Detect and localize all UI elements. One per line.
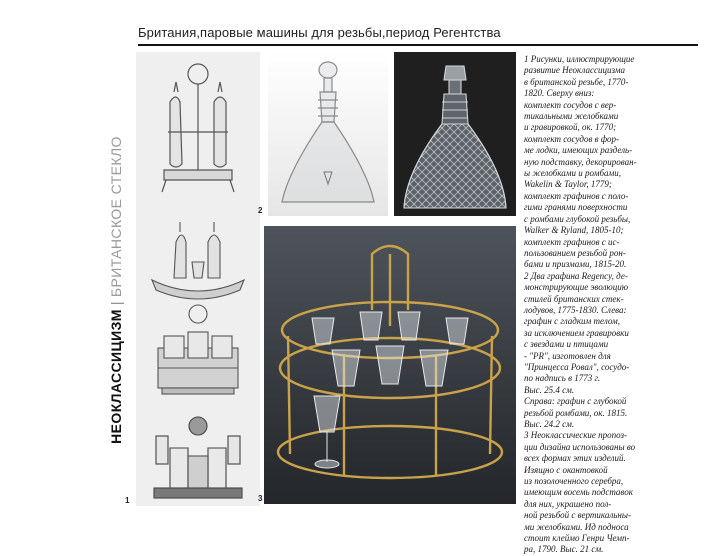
caption-line: резьбой ромбами, ок. 1815. [524,407,628,418]
caption-line: ра, 1790. Выс. 21 см. [524,544,604,555]
caption-line: 1820. Сверху вниз: [524,88,595,99]
figure-number-3: 3 [258,494,263,503]
caption-line: ми желобками. Ид подноса [524,521,629,532]
caption-line: комплект графинов с поло- [524,190,629,201]
figure-number-2: 2 [258,206,263,215]
caption-line: ной резьбой с вертикальны- [524,510,631,521]
caption-line: гими гранями поверхности [524,202,628,213]
caption-line: тикальными желобками [524,111,619,122]
caption-line: с ромбами глубокой резьбы, [524,213,631,224]
caption-line: из позолоченного серебра, [524,476,624,487]
caption-line: Wakelin & Taylor, 1779; [524,179,612,190]
caption-line: развитие Неоклассицизма [524,65,625,76]
caption-line: стоит клеймо Генри Чемп- [524,533,630,544]
caption-line: 1 Рисунки, иллюстрирующие [524,54,635,64]
gilt-stand-photo [264,226,516,504]
caption-line: Выс. 25.4 см. [524,384,575,395]
caption-column [524,54,702,555]
caption-line: ции дизайна использованы во [524,441,636,452]
cut-decanter-drawing [394,52,516,216]
caption-line: с звездами и птицами [524,339,609,350]
caption-line: всех формах этих изделий. [524,453,626,464]
caption-line: лодувов, 1775-1830. Слева: [524,304,627,315]
caption-line: по надпись в 1773 г. [524,373,601,384]
caption-line: ы желобками и ромбами, [524,168,621,179]
caption-line: графин с гладким телом, [524,316,620,327]
caption-line: Walker & Ryland, 1805-10; [524,225,624,236]
plain-decanter-drawing [268,52,388,216]
cut-decanter-photo [394,52,516,216]
caption-line: - "PR", изготовлен для [524,350,611,361]
caption-line: в британской резьбе, 1770- [524,76,629,87]
caption-line: имеющим восемь подставок [524,487,633,498]
caption-line: комплект сосудов в фор- [524,133,620,144]
figure-number-1: 1 [125,496,130,505]
side-title-strong: НЕОКЛАССИЦИЗМ [108,309,124,444]
caption-line: пользованием резьбой рон- [524,247,626,258]
caption-line: и гравировкой, ок. 1770; [524,122,617,133]
caption-line: за исключением гравировки [524,327,629,338]
cruet-sets-drawing [136,52,263,506]
gilt-stand-drawing [264,226,516,504]
caption-line: Выс. 24.2 см. [524,419,575,429]
caption-line: бами и призмами, 1815-20. [524,259,627,270]
caption-line: ную подставку, декорирован- [524,156,637,167]
header-rule [138,44,698,46]
caption-line: комплект сосудов с вер- [524,99,617,110]
caption-line: комплект графинов с ис- [524,236,620,247]
caption-line: 2 Два графина Regency, де- [524,270,628,281]
caption-line: Изящно с окантовкой [524,464,608,475]
caption-line: монстрирующие эволюцию [524,282,629,293]
caption-line: стилей британских стек- [524,293,624,304]
cruet-sets-illustration [136,52,263,506]
caption-line: для них, украшено пол- [524,498,612,509]
caption-line: Справа: графин с глубокой [524,396,627,407]
page-title: Британия,паровые машины для резьбы,период Регентства [138,25,501,40]
caption-line: "Принцесса Ровал", сосудо- [524,361,630,372]
caption-line: ме лодки, имеющих раздель- [524,145,633,156]
page-header [138,24,698,46]
plain-decanter-photo [268,52,388,216]
caption-line: 3 Неоклассические пропоз- [524,430,628,441]
side-title-light: БРИТАНСКОЕ СТЕКЛО [108,136,124,298]
side-title-separator: | [108,301,124,306]
